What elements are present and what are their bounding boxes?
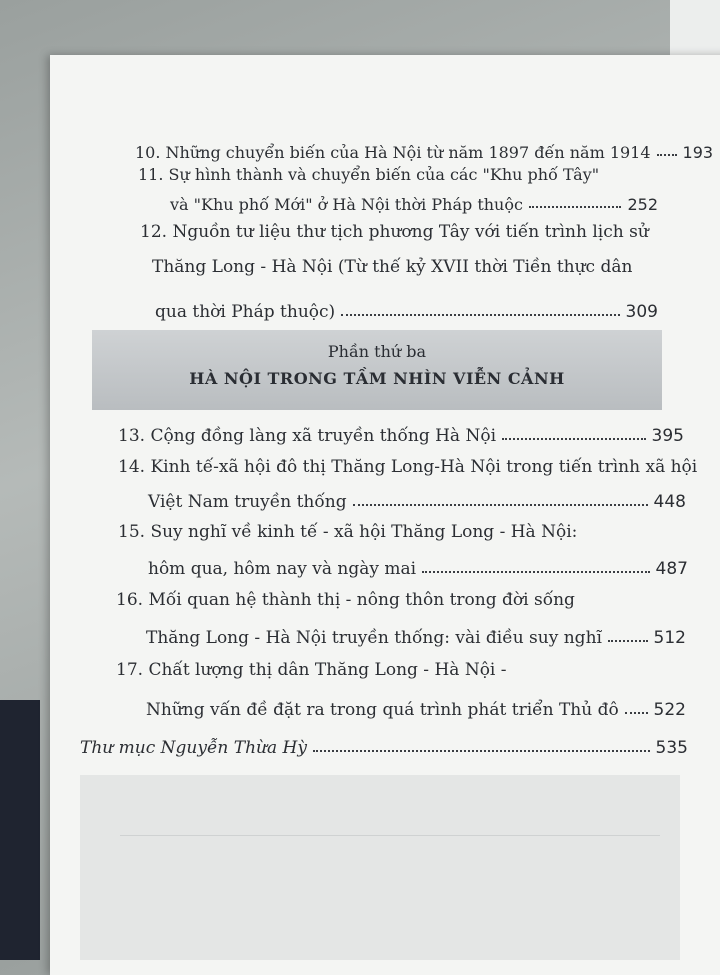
- toc-page-number: 448: [653, 492, 686, 512]
- toc-page-number: 522: [653, 700, 686, 720]
- bleed-through-line: [120, 835, 660, 846]
- toc-page-number: 309: [625, 302, 658, 322]
- toc-page-number: 512: [653, 628, 686, 648]
- adjacent-page-corner: [670, 0, 720, 60]
- background-object: [0, 700, 40, 960]
- toc-entry-16: [146, 614, 686, 648]
- dot-leader: [502, 438, 646, 440]
- toc-entry-title: Thăng Long - Hà Nội truyền thống: vài điều suy nghĩ: [146, 628, 602, 648]
- toc-page-number: 535: [655, 738, 688, 758]
- dot-leader: [529, 206, 622, 208]
- dot-leader: [353, 504, 648, 506]
- toc-entry-10: [135, 128, 714, 162]
- toc-entry-title: Thư mục Nguyễn Thừa Hỳ: [80, 738, 307, 758]
- toc-entry-title: 10. Những chuyển biến của Hà Nội từ năm 1897 đến năm 1914: [135, 143, 651, 162]
- toc-entry-11: [170, 180, 658, 214]
- dot-leader: [657, 154, 677, 156]
- dot-leader: [313, 750, 650, 752]
- toc-entry-17: [146, 686, 686, 720]
- toc-entry-14: [148, 478, 686, 512]
- toc-entry-title: Những vấn đề đặt ra trong quá trình phát triển Thủ đô: [146, 700, 619, 720]
- bleed-through-area: [80, 775, 680, 960]
- toc-entry-title: hôm qua, hôm nay và ngày mai: [148, 559, 417, 579]
- dot-leader: [625, 712, 648, 714]
- toc-entry-12: [155, 288, 658, 322]
- toc-page-number: 193: [682, 143, 714, 162]
- toc-entry-16-line1: 16. Mối quan hệ thành thị - nông thôn trong đời sống: [116, 590, 575, 610]
- dot-leader: [341, 314, 619, 316]
- toc-entry-14-line1: 14. Kinh tế-xã hội đô thị Thăng Long-Hà Nội trong tiến trình xã hội: [118, 457, 698, 477]
- toc-entry-11-line1: 11. Sự hình thành và chuyển biến của các "Khu phố Tây": [138, 165, 600, 184]
- toc-bibliography: [80, 724, 688, 758]
- dot-leader: [608, 640, 648, 642]
- toc-entry-13: [118, 412, 684, 446]
- toc-entry-title: qua thời Pháp thuộc): [155, 302, 336, 322]
- toc-entry-17-line1: 17. Chất lượng thị dân Thăng Long - Hà Nội -: [116, 660, 507, 680]
- toc-page-number: 487: [655, 559, 688, 579]
- toc-entry-title: và "Khu phố Mới" ở Hà Nội thời Pháp thuộc: [170, 195, 523, 214]
- toc-entry-title: 13. Cộng đồng làng xã truyền thống Hà Nội: [118, 426, 497, 446]
- toc-entry-15-line1: 15. Suy nghĩ về kinh tế - xã hội Thăng Long - Hà Nội:: [118, 522, 578, 542]
- part-header: [92, 330, 662, 410]
- toc-entry-15: [148, 545, 688, 579]
- dot-leader: [422, 571, 649, 573]
- toc-entry-12-line2: Thăng Long - Hà Nội (Từ thế kỷ XVII thời Tiền thực dân: [152, 257, 633, 277]
- part-title: HÀ NỘI TRONG TẦM NHÌN VIỄN CẢNH: [189, 369, 565, 388]
- toc-page-number: 395: [651, 426, 684, 446]
- toc-page-number: 252: [627, 195, 658, 214]
- part-label: Phần thứ ba: [327, 342, 427, 361]
- toc-entry-title: Việt Nam truyền thống: [148, 492, 347, 512]
- toc-entry-12-line1: 12. Nguồn tư liệu thư tịch phương Tây với tiến trình lịch sử: [140, 222, 649, 242]
